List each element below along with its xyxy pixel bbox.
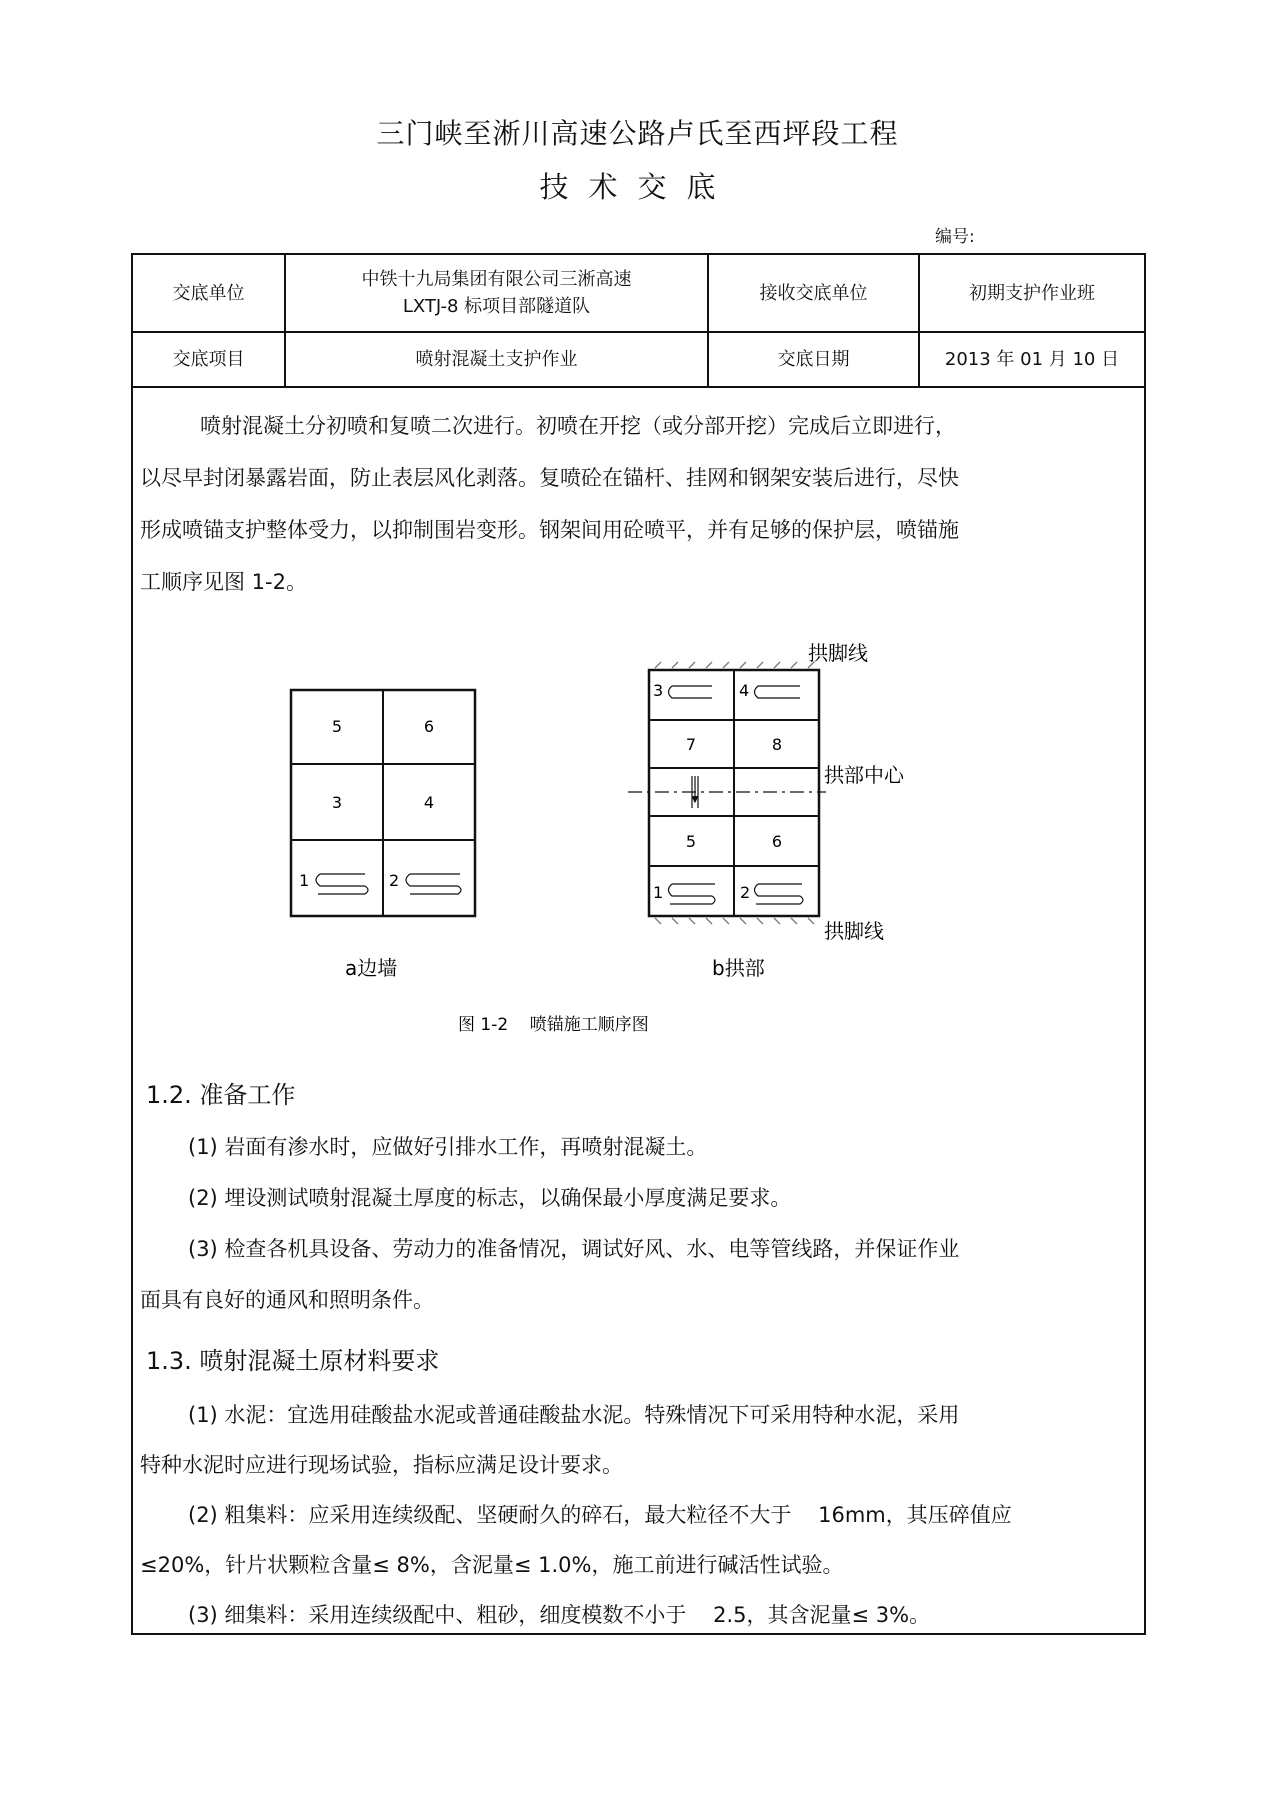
figure-b-cell-label: 4 [739, 681, 750, 700]
table-bottom-divider [133, 386, 1144, 388]
unit-label: 交底单位 [172, 282, 245, 304]
intro-paragraph [140, 400, 1130, 608]
section-1-2-item: (3) 检查各机具设备、劳动力的准备情况，调试好风、水、电等管线路，并保证作业 [188, 1237, 960, 1261]
section-1-2-heading: 1.2. 准备工作 [146, 1081, 296, 1109]
document-subtitle: 技术交底 [539, 170, 736, 204]
unit-value-line2: LXTJ-8 标项目部隧道队 [402, 296, 591, 317]
spray-path-icon [755, 686, 801, 698]
arch-center-label: 拱部中心 [824, 763, 904, 787]
figure-b-caption: b拱部 [712, 956, 765, 980]
project-value: 喷射混凝土支护作业 [415, 349, 578, 370]
figure-b-cell-label: 8 [771, 735, 783, 754]
unit-value [286, 255, 707, 331]
receiver-value: 初期支护作业班 [969, 282, 1095, 304]
spray-path-icon [669, 686, 713, 698]
document-number-label: 编号: [935, 227, 975, 247]
spray-path-icon [669, 884, 716, 904]
figure-a-cell-label: 4 [423, 793, 435, 812]
section-1-3-heading: 1.3. 喷射混凝土原材料要求 [146, 1347, 440, 1375]
figure-b-cell-label: 3 [653, 681, 664, 700]
receiver-label: 接收交底单位 [759, 282, 868, 304]
figure-a-cell-label: 2 [389, 871, 400, 890]
spray-path-icon [406, 874, 461, 894]
arch-foot-label-top: 拱脚线 [808, 641, 868, 665]
section-1-3-item: (1) 水泥：宜选用硅酸盐水泥或普通硅酸盐水泥。特殊情况下可采用特种水泥，采用 [188, 1403, 960, 1427]
arch-foot-hatch-icon [655, 662, 814, 668]
figure-a-caption: a边墙 [345, 956, 398, 980]
figure-b-cell-label: 5 [685, 832, 697, 851]
figure-1-2 [0, 630, 1275, 1050]
section-1-3-item: 特种水泥时应进行现场试验，指标应满足设计要求。 [140, 1453, 623, 1477]
figure-a-cell-label: 5 [331, 717, 343, 736]
spray-path-icon [316, 874, 368, 894]
section-1-2-body [140, 1122, 1130, 1326]
section-1-3-item: (2) 粗集料：应采用连续级配、坚硬耐久的碎石，最大粒径不大于 16mm，其压碎值应 [188, 1503, 1012, 1527]
arch-foot-label-bottom: 拱脚线 [824, 919, 884, 943]
figure-b-cell-label: 6 [771, 832, 783, 851]
intro-line: 工顺序见图 1-2。 [140, 570, 307, 594]
date-value: 2013 年 01 月 10 日 [944, 349, 1120, 370]
arch-foot-hatch-icon [655, 918, 814, 924]
project-label: 交底项目 [172, 349, 245, 370]
section-1-2-item: 面具有良好的通风和照明条件。 [140, 1288, 434, 1312]
figure-a-cell-label: 1 [299, 871, 310, 890]
figure-b-cell-label: 7 [685, 735, 697, 754]
section-1-2-item: (1) 岩面有渗水时，应做好引排水工作，再喷射混凝土。 [188, 1135, 708, 1159]
figure-caption: 图 1-2 喷锚施工顺序图 [458, 1015, 649, 1035]
section-1-3-body [140, 1390, 1130, 1640]
section-1-3-item: (3) 细集料：采用连续级配中、粗砂，细度模数不小于 2.5，其含泥量≤ 3%。 [188, 1603, 931, 1627]
document-title: 三门峡至淅川高速公路卢氏至西坪段工程 [376, 117, 899, 150]
figure-b-cell-label: 1 [653, 883, 664, 902]
intro-line: 形成喷锚支护整体受力，以抑制围岩变形。钢架间用砼喷平，并有足够的保护层，喷锚施 [140, 518, 959, 542]
intro-line: 喷射混凝土分初喷和复喷二次进行。初喷在开挖（或分部开挖）完成后立即进行， [200, 414, 956, 438]
unit-value-line1: 中铁十九局集团有限公司三淅高速 [361, 269, 632, 290]
date-label: 交底日期 [777, 349, 850, 370]
figure-a-cell-label: 6 [423, 717, 435, 736]
figure-a-side-wall [291, 690, 475, 980]
figure-b-cell-label: 2 [740, 883, 751, 902]
figure-b-arch [628, 641, 905, 980]
section-1-2-item: (2) 埋设测试喷射混凝土厚度的标志，以确保最小厚度满足要求。 [188, 1186, 792, 1210]
intro-line: 以尽早封闭暴露岩面，防止表层风化剥落。复喷砼在锚杆、挂网和钢架安装后进行，尽快 [140, 466, 959, 490]
section-1-3-item: ≤20%，针片状颗粒含量≤ 8%，含泥量≤ 1.0%，施工前进行碱活性试验。 [140, 1553, 844, 1577]
figure-a-cell-label: 3 [331, 793, 343, 812]
spray-path-icon [755, 884, 804, 904]
